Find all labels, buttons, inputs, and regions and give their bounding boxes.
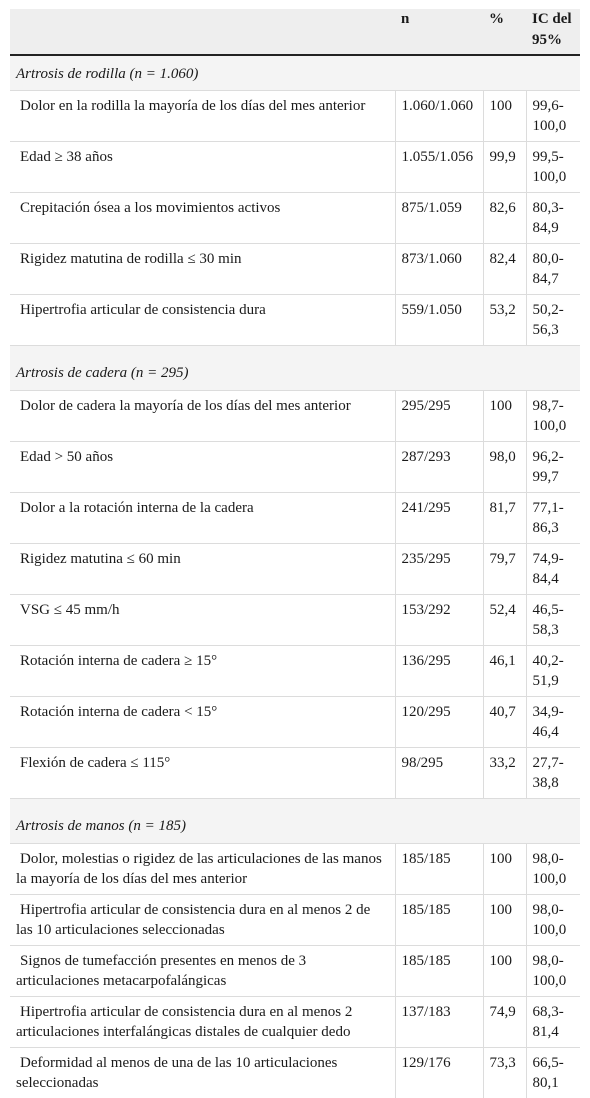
criterion-label: Dolor a la rotación interna de la cadera [10, 492, 395, 543]
criterion-label: Hipertrofia articular de consistencia dura en al menos 2 articulaciones interfalángicas distales de cualquier dedo [10, 996, 395, 1047]
percent-cell: 79,7 [483, 543, 526, 594]
ci-cell: 34,9-46,4 [526, 696, 580, 747]
spacer-cell [10, 345, 580, 355]
count-cell: 137/183 [395, 996, 483, 1047]
criterion-label: Deformidad al menos de una de las 10 articulaciones seleccionadas [10, 1047, 395, 1098]
ci-cell: 66,5-80,1 [526, 1047, 580, 1098]
count-cell: 129/176 [395, 1047, 483, 1098]
table-row [10, 645, 580, 696]
table-row [10, 894, 580, 945]
percent-cell: 33,2 [483, 747, 526, 798]
count-cell: 120/295 [395, 696, 483, 747]
ci-cell: 68,3-81,4 [526, 996, 580, 1047]
criterion-label: Rotación interna de cadera < 15° [10, 696, 395, 747]
count-cell: 873/1.060 [395, 243, 483, 294]
count-cell: 185/185 [395, 945, 483, 996]
table-row [10, 441, 580, 492]
table-row [10, 543, 580, 594]
ci-cell: 98,7-100,0 [526, 390, 580, 441]
ci-cell: 46,5-58,3 [526, 594, 580, 645]
column-header-n: n [395, 9, 483, 55]
ci-cell: 50,2-56,3 [526, 294, 580, 345]
count-cell: 1.055/1.056 [395, 141, 483, 192]
percent-cell: 100 [483, 843, 526, 894]
ci-cell: 74,9-84,4 [526, 543, 580, 594]
count-cell: 185/185 [395, 843, 483, 894]
percent-cell: 98,0 [483, 441, 526, 492]
group-title: Artrosis de cadera (n = 295) [10, 355, 580, 390]
count-cell: 559/1.050 [395, 294, 483, 345]
criterion-label: Crepitación ósea a los movimientos activos [10, 192, 395, 243]
criterion-label: VSG ≤ 45 mm/h [10, 594, 395, 645]
group-title: Artrosis de manos (n = 185) [10, 808, 580, 843]
table-row [10, 747, 580, 798]
spacer-cell [10, 798, 580, 808]
group-spacer [10, 345, 580, 355]
column-header-pct: % [483, 9, 526, 55]
percent-cell: 82,6 [483, 192, 526, 243]
table-row [10, 945, 580, 996]
percent-cell: 40,7 [483, 696, 526, 747]
percent-cell: 46,1 [483, 645, 526, 696]
column-header-ci: IC del 95% [526, 9, 580, 55]
criterion-label: Hipertrofia articular de consistencia dura [10, 294, 395, 345]
criterion-label: Rigidez matutina ≤ 60 min [10, 543, 395, 594]
percent-cell: 100 [483, 894, 526, 945]
table-row [10, 243, 580, 294]
percent-cell: 81,7 [483, 492, 526, 543]
percent-cell: 74,9 [483, 996, 526, 1047]
criterion-label: Hipertrofia articular de consistencia dura en al menos 2 de las 10 articulaciones seleccionadas [10, 894, 395, 945]
count-cell: 235/295 [395, 543, 483, 594]
criteria-table [10, 9, 580, 1098]
criterion-label: Dolor de cadera la mayoría de los días del mes anterior [10, 390, 395, 441]
count-cell: 185/185 [395, 894, 483, 945]
ci-cell: 80,0-84,7 [526, 243, 580, 294]
criterion-label: Flexión de cadera ≤ 115° [10, 747, 395, 798]
table-row [10, 492, 580, 543]
table-row [10, 294, 580, 345]
ci-cell: 99,6-100,0 [526, 90, 580, 141]
percent-cell: 53,2 [483, 294, 526, 345]
percent-cell: 100 [483, 90, 526, 141]
percent-cell: 100 [483, 390, 526, 441]
count-cell: 1.060/1.060 [395, 90, 483, 141]
criterion-label: Rigidez matutina de rodilla ≤ 30 min [10, 243, 395, 294]
count-cell: 153/292 [395, 594, 483, 645]
table-row [10, 390, 580, 441]
percent-cell: 99,9 [483, 141, 526, 192]
count-cell: 98/295 [395, 747, 483, 798]
count-cell: 295/295 [395, 390, 483, 441]
percent-cell: 82,4 [483, 243, 526, 294]
criterion-label: Signos de tumefacción presentes en menos de 3 articulaciones metacarpofalángicas [10, 945, 395, 996]
percent-cell: 100 [483, 945, 526, 996]
table-row [10, 1047, 580, 1098]
count-cell: 241/295 [395, 492, 483, 543]
criterion-label: Dolor, molestias o rigidez de las articulaciones de las manos la mayoría de los días del mes anterior [10, 843, 395, 894]
ci-cell: 96,2-99,7 [526, 441, 580, 492]
group-header-row [10, 355, 580, 390]
table-row [10, 996, 580, 1047]
count-cell: 875/1.059 [395, 192, 483, 243]
table-row [10, 696, 580, 747]
count-cell: 136/295 [395, 645, 483, 696]
percent-cell: 52,4 [483, 594, 526, 645]
table-row [10, 90, 580, 141]
group-header-row [10, 55, 580, 90]
percent-cell: 73,3 [483, 1047, 526, 1098]
table-header-row [10, 9, 580, 55]
ci-cell: 80,3-84,9 [526, 192, 580, 243]
ci-cell: 98,0-100,0 [526, 894, 580, 945]
criterion-label: Dolor en la rodilla la mayoría de los días del mes anterior [10, 90, 395, 141]
ci-cell: 99,5-100,0 [526, 141, 580, 192]
criterion-label: Edad > 50 años [10, 441, 395, 492]
group-header-row [10, 808, 580, 843]
ci-cell: 98,0-100,0 [526, 945, 580, 996]
count-cell: 287/293 [395, 441, 483, 492]
table-row [10, 594, 580, 645]
ci-cell: 77,1-86,3 [526, 492, 580, 543]
group-spacer [10, 798, 580, 808]
criterion-label: Edad ≥ 38 años [10, 141, 395, 192]
ci-cell: 40,2-51,9 [526, 645, 580, 696]
ci-cell: 27,7-38,8 [526, 747, 580, 798]
criterion-label: Rotación interna de cadera ≥ 15° [10, 645, 395, 696]
table-body [10, 55, 580, 1098]
column-header-label [10, 9, 395, 55]
table-row [10, 141, 580, 192]
group-title: Artrosis de rodilla (n = 1.060) [10, 55, 580, 90]
table-row [10, 843, 580, 894]
ci-cell: 98,0-100,0 [526, 843, 580, 894]
table-row [10, 192, 580, 243]
